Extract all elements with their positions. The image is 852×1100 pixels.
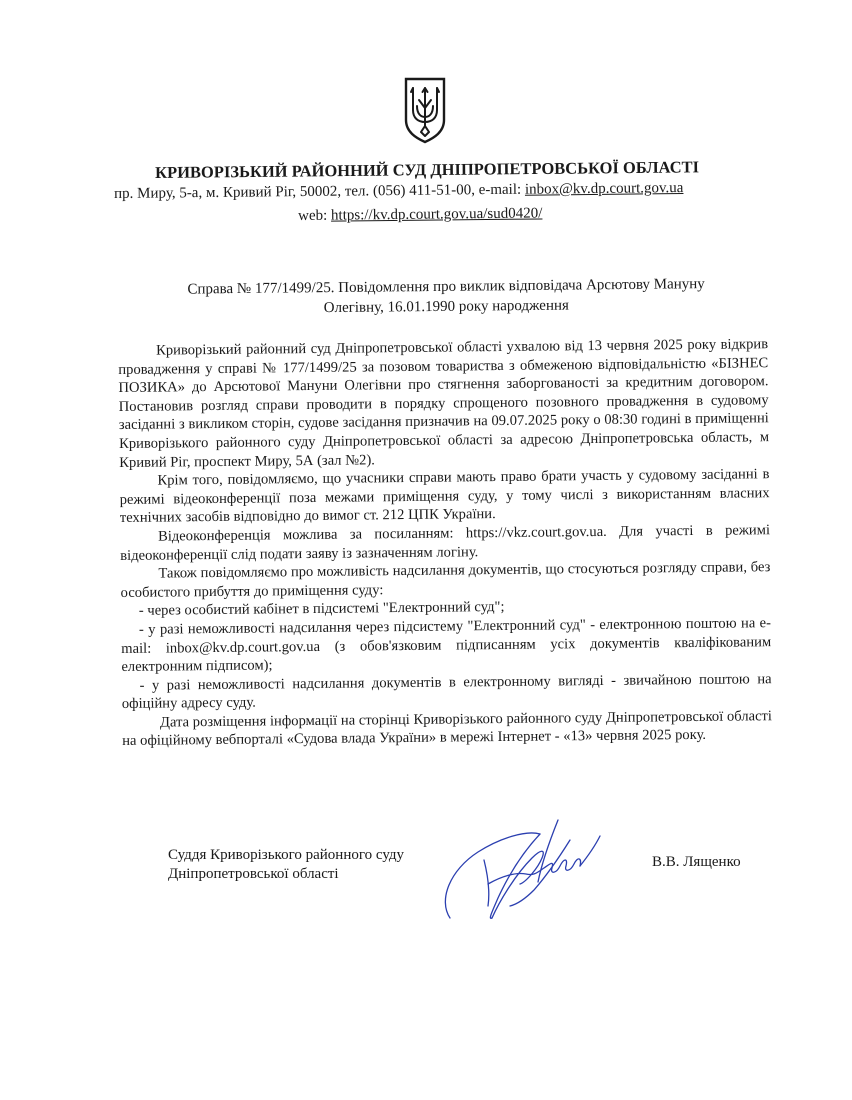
subject-line-1: Справа № 177/1499/25. Повідомлення про виклик відповідача Арсютову Мануну [187, 276, 705, 298]
subject-line-2: Олегівну, 16.01.1990 року народження [323, 297, 569, 317]
paragraph-publication-date: Дата розміщення інформації на сторінці Криворізького районного суду Дніпропетровської області на офіційному вебпорталі «Судова влада України» в мережі Інтернет - «13» червня 2025 року. [122, 708, 773, 750]
paragraph-proceedings: Криворізький районний суд Дніпропетровської області ухвалою від 13 червня 2025 року відкрив провадження у справі № 177/1499/25 за позовом товариства з обмеженою відповідальністю «БІЗНЕС ПОЗИКА» до Арсютової Мануни Олегівни про стягнення заборгованості за кредитним договором. Постановив розгляд справи проводити в порядку спрощеного позовного провадження в судовому засіданні з викликом сторін, судове засідання призначив на 09.07.2025 року о 08:30 годині в приміщенні Криворізького районного суду Дніпропетровської області за адресою Дніпропетровська область, м Кривий Ріг, проспект Миру, 5А (зал №2). [118, 336, 770, 471]
list-item-electronic-cabinet: - через особистий кабінет в підсистемі "Електронний суд"; [138, 599, 505, 620]
web-label: web: [298, 207, 332, 224]
court-website-link[interactable]: https://kv.dp.court.gov.ua/sud0420/ [330, 205, 543, 224]
notice-body [118, 335, 772, 751]
coat-of-arms-icon [403, 76, 447, 144]
list-item-email: - у разі неможливості надсилання через підсистему "Електронний суд" - електронною поштою на e-mail: inbox@kv.dp.court.gov.ua (з обов'язковим підписанням усіх документів кваліфікованим електронним підписом); [121, 615, 772, 676]
list-item-post: - у разі неможливості надсилання документів в електронному вигляді - звичайною поштою на офіційну адресу суду. [121, 670, 772, 713]
case-subject [146, 274, 746, 320]
court-email-link[interactable]: inbox@kv.dp.court.gov.ua [524, 180, 684, 198]
paragraph-videoconference-link: Відеоконференція можлива за посиланням: https://vkz.court.gov.ua. Для участі в режимі відеоконференції слід подати заяву із зазначенням логіну. [120, 522, 771, 564]
handwritten-signature [430, 800, 610, 930]
position-line-1: Суддя Криворізького районного суду [168, 847, 405, 863]
court-name-heading: КРИВОРІЗЬКИЙ РАЙОННИЙ СУД ДНІПРОПЕТРОВСЬКОЇ ОБЛАСТІ [155, 157, 700, 182]
judge-name: В.В. Лященко [652, 854, 741, 870]
judge-position [168, 846, 404, 884]
court-contact-line [114, 179, 774, 203]
paragraph-videoconference-right: Крім того, повідомляємо, що учасники справи мають право брати участь у судовому засіданні в режимі відеоконференції поза межами приміщення суду, у тому числі з використанням власних технічних засобів відповідно до вимог ст. 212 ЦПК України. [119, 466, 770, 527]
court-web-line [298, 205, 598, 225]
paragraph-document-submission: Також повідомляємо про можливість надсилання документів, що стосуються розгляду справи, без особистого прибуття до приміщення суду: [120, 559, 771, 601]
position-line-2: Дніпропетровської області [168, 866, 339, 882]
court-address: пр. Миру, 5-а, м. Кривий Ріг, 50002, тел. (056) 411-51-00, e-mail: [114, 181, 525, 202]
